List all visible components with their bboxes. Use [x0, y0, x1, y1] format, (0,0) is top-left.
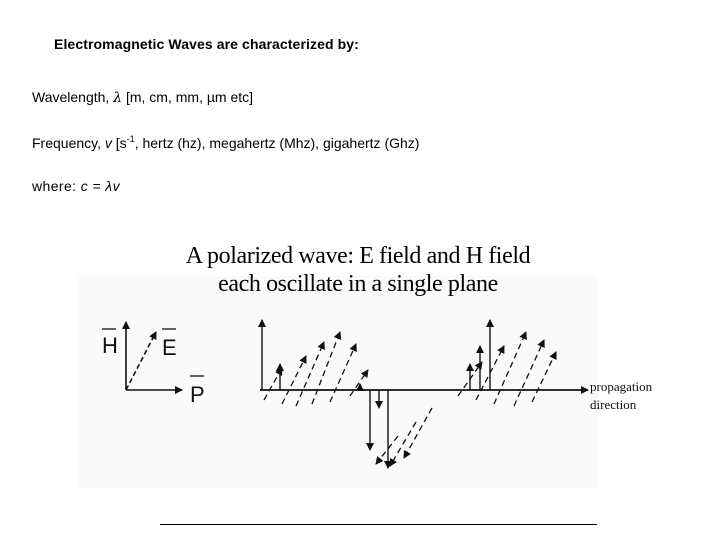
- e-arrow: [312, 332, 340, 404]
- bullet-relation: [32, 178, 120, 194]
- e-arrow: [296, 342, 324, 406]
- figure-title-line2: each oscillate in a single plane: [218, 271, 498, 297]
- e-field-arrows: [264, 332, 556, 466]
- frequency-label: Frequency,: [32, 135, 101, 151]
- e-arrow: [282, 356, 306, 404]
- polarized-wave-figure: [78, 236, 653, 496]
- e-arrow: [404, 408, 432, 458]
- wavelength-label: Wavelength,: [32, 89, 110, 105]
- lambda-symbol: λ: [113, 90, 123, 106]
- frequency-units-exponent: -1: [126, 134, 135, 144]
- axis-label-e: E: [162, 335, 177, 360]
- footer-rule: [160, 524, 597, 525]
- figure-title-line1: A polarized wave: E field and H field: [185, 243, 531, 269]
- e-arrow: [514, 340, 544, 406]
- frequency-units-suffix: , hertz (hz), megahertz (Mhz), gigahertz (Ghz): [134, 135, 420, 151]
- e-arrow: [376, 436, 398, 464]
- axis-label-h: H: [102, 333, 118, 358]
- bullet-wavelength: [32, 89, 253, 106]
- frequency-units-prefix: [s: [115, 135, 127, 151]
- wave-diagram: [78, 236, 653, 496]
- e-arrow: [494, 332, 526, 404]
- axis-e-line: [126, 332, 156, 390]
- e-arrow: [264, 368, 282, 400]
- h-field-arrows: [262, 320, 490, 468]
- nu-symbol: v: [104, 135, 112, 151]
- axis-label-p: P: [190, 382, 205, 407]
- relation-equation: c = λv: [80, 178, 120, 194]
- bullet-frequency: [32, 135, 419, 151]
- propagation-label-line2: direction: [590, 397, 637, 412]
- wavelength-units: [m, cm, mm, µm etc]: [125, 89, 254, 105]
- e-arrow: [350, 370, 368, 396]
- relation-label: where:: [32, 178, 77, 194]
- frequency-units: [116, 135, 420, 151]
- slide-title: Electromagnetic Waves are characterized by:: [54, 36, 359, 52]
- propagation-label-line1: propagation: [590, 379, 653, 394]
